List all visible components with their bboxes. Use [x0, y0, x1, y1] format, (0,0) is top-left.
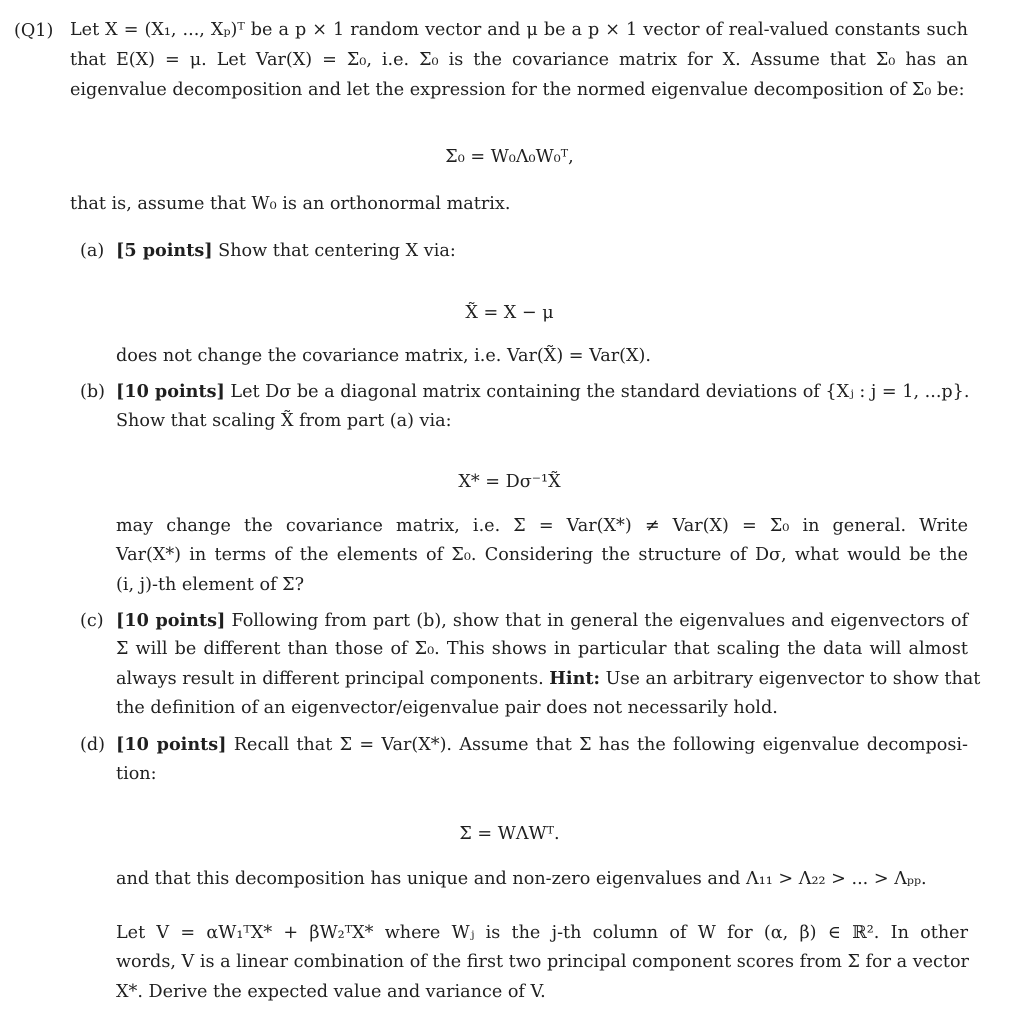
part-d-line-1 — [116, 734, 968, 755]
part-a-after: does not change the covariance matrix, i.e. Var(X̃) = Var(X). — [116, 346, 651, 366]
part-d-line-2: tion: — [116, 764, 157, 784]
part-a-text: Show that centering X via: — [218, 241, 456, 261]
part-b-after-1: may change the covariance matrix, i.e. Σ = Var(X*) ≠ Var(X) = Σ₀ in general. Write — [116, 516, 968, 536]
part-d-label: (d) — [80, 735, 105, 755]
part-d-equation: Σ = WΛWᵀ. — [459, 824, 560, 844]
part-c-line-1 — [116, 610, 968, 631]
part-b-line-2: Show that scaling X̃ from part (a) via: — [116, 411, 452, 431]
part-a-heading — [116, 240, 456, 262]
part-c-line-3: always result in different principal components. Hint: Use an arbitrary eigenvector to show that — [116, 668, 981, 689]
part-b-line-1 — [116, 381, 968, 402]
part-c-line-1-text: Following from part (b), show that in general the eigenvalues and eigenvectors of — [231, 611, 969, 631]
part-c-label: (c) — [80, 611, 104, 631]
intro-line-3: eigenvalue decomposition and let the expression for the normed eigenvalue decomposition of Σ₀ be: — [70, 80, 965, 100]
part-d-final-2: words, V is a linear combination of the first two principal component scores from Σ for a vector — [116, 952, 969, 972]
question-label: (Q1) — [14, 21, 54, 41]
part-d-line-1-text: Recall that Σ = Var(X*). Assume that Σ has the following eigenvalue decomposi- — [233, 735, 968, 755]
part-d-final-1: Let V = αW₁ᵀX* + βW₂ᵀX* where Wⱼ is the j-th column of W for (α, β) ∈ ℝ². In other — [116, 923, 968, 943]
part-c-points: [10 points] — [116, 610, 226, 631]
part-c-line-2: Σ will be different than those of Σ₀. This shows in particular that scaling the data will almost — [116, 639, 968, 659]
part-b-points: [10 points] — [116, 381, 225, 402]
equation-sigma0: Σ₀ = W₀Λ₀W₀ᵀ, — [445, 147, 574, 167]
intro-line-2: that E(X) = μ. Let Var(X) = Σ₀, i.e. Σ₀ is the covariance matrix for X. Assume that Σ₀ has an — [70, 50, 968, 70]
part-c-line-4: the definition of an eigenvector/eigenvalue pair does not necessarily hold. — [116, 698, 778, 718]
part-d-points: [10 points] — [116, 734, 227, 755]
part-b-label: (b) — [80, 382, 105, 402]
part-d-after-equation: and that this decomposition has unique and non-zero eigenvalues and Λ₁₁ > Λ₂₂ > ... > Λₚₚ. — [116, 869, 927, 889]
part-a-label: (a) — [80, 241, 105, 261]
intro-line-1: Let X = (X₁, ..., Xₚ)ᵀ be a p × 1 random vector and μ be a p × 1 vector of real-valued constants such — [70, 20, 968, 40]
after-equation-text: that is, assume that W₀ is an orthonormal matrix. — [70, 194, 511, 214]
part-a-points: [5 points] — [116, 240, 213, 261]
part-a-equation: X̃ = X − μ — [465, 303, 554, 323]
part-b-line-1-text: Let Dσ be a diagonal matrix containing the standard deviations of {Xⱼ : j = 1, ...p}. — [230, 382, 970, 402]
part-b-after-3: (i, j)-th element of Σ? — [116, 575, 305, 595]
part-b-equation: X* = Dσ⁻¹X̃ — [458, 472, 561, 492]
part-d-final-3: X*. Derive the expected value and variance of V. — [116, 982, 546, 1002]
part-b-after-2: Var(X*) in terms of the elements of Σ₀. Considering the structure of Dσ, what would be the — [116, 545, 968, 565]
